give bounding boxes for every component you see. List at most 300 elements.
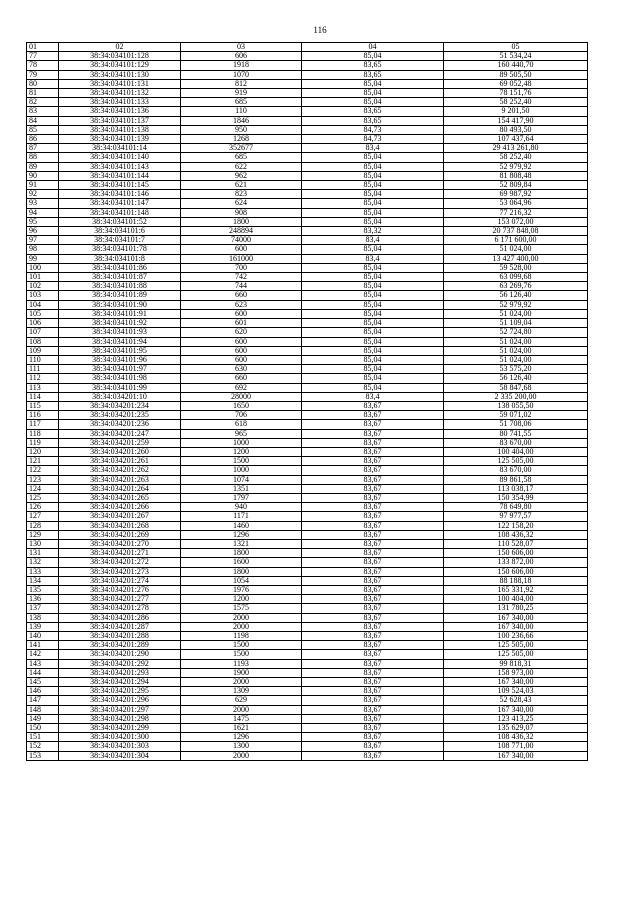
cadastral-number-cell: 38:34:034201:288 xyxy=(59,632,181,641)
cadastral-number-cell: 38:34:034201:289 xyxy=(59,641,181,650)
value-cell: 58 252,40 xyxy=(444,153,588,162)
area-cell: 744 xyxy=(181,282,302,291)
row-number-cell: 131 xyxy=(27,549,59,558)
rate-cell: 85,04 xyxy=(302,309,444,318)
cadastral-number-cell: 38:34:034201:276 xyxy=(59,585,181,594)
value-cell: 138 055,50 xyxy=(444,401,588,410)
table-row xyxy=(27,273,588,282)
cadastral-number-cell: 38:34:034101:131 xyxy=(59,79,181,88)
row-number-cell: 143 xyxy=(27,659,59,668)
rate-cell: 83,67 xyxy=(302,650,444,659)
table-row xyxy=(27,604,588,613)
area-cell: 600 xyxy=(181,309,302,318)
row-number-cell: 116 xyxy=(27,411,59,420)
cadastral-number-cell: 38:34:034101:86 xyxy=(59,263,181,272)
value-cell: 100 404,00 xyxy=(444,447,588,456)
value-cell: 51 708,06 xyxy=(444,420,588,429)
table-row xyxy=(27,742,588,751)
value-cell: 53 575,20 xyxy=(444,365,588,374)
row-number-cell: 90 xyxy=(27,171,59,180)
table-row xyxy=(27,622,588,631)
value-cell: 9 201,50 xyxy=(444,107,588,116)
area-cell: 685 xyxy=(181,98,302,107)
row-number-cell: 142 xyxy=(27,650,59,659)
value-cell: 135 629,07 xyxy=(444,724,588,733)
area-cell: 1296 xyxy=(181,733,302,742)
value-cell: 52 628,43 xyxy=(444,696,588,705)
table-row xyxy=(27,153,588,162)
rate-cell: 83,4 xyxy=(302,254,444,263)
table-row xyxy=(27,411,588,420)
table-row xyxy=(27,668,588,677)
rate-cell: 83,67 xyxy=(302,696,444,705)
area-cell: 692 xyxy=(181,383,302,392)
table-row xyxy=(27,549,588,558)
value-cell: 167 340,00 xyxy=(444,678,588,687)
cadastral-number-cell: 38:34:034201:296 xyxy=(59,696,181,705)
table-row xyxy=(27,595,588,604)
table-row xyxy=(27,714,588,723)
area-cell: 622 xyxy=(181,162,302,171)
cadastral-number-cell: 38:34:034201:278 xyxy=(59,604,181,613)
cadastral-number-cell: 38:34:034101:96 xyxy=(59,355,181,364)
rate-cell: 83,67 xyxy=(302,613,444,622)
area-cell: 600 xyxy=(181,346,302,355)
rate-cell: 85,04 xyxy=(302,328,444,337)
value-cell: 52 809,84 xyxy=(444,181,588,190)
value-cell: 51 024,00 xyxy=(444,309,588,318)
value-cell: 51 024,00 xyxy=(444,355,588,364)
area-cell: 600 xyxy=(181,355,302,364)
row-number-cell: 153 xyxy=(27,751,59,760)
row-number-cell: 127 xyxy=(27,512,59,521)
area-cell: 1797 xyxy=(181,493,302,502)
rate-cell: 83,67 xyxy=(302,457,444,466)
rate-cell: 83,67 xyxy=(302,585,444,594)
cadastral-number-cell: 38:34:034201:272 xyxy=(59,558,181,567)
row-number-cell: 122 xyxy=(27,466,59,475)
value-cell: 83 670,00 xyxy=(444,466,588,475)
table-row xyxy=(27,420,588,429)
table-row xyxy=(27,558,588,567)
rate-cell: 85,04 xyxy=(302,190,444,199)
cadastral-number-cell: 38:34:034201:271 xyxy=(59,549,181,558)
area-cell: 950 xyxy=(181,125,302,134)
row-number-cell: 149 xyxy=(27,714,59,723)
value-cell: 51 534,24 xyxy=(444,52,588,61)
value-cell: 81 808,48 xyxy=(444,171,588,180)
rate-cell: 83,67 xyxy=(302,530,444,539)
cadastral-number-cell: 38:34:034101:91 xyxy=(59,309,181,318)
value-cell: 131 780,25 xyxy=(444,604,588,613)
value-cell: 63 269,76 xyxy=(444,282,588,291)
rate-cell: 85,04 xyxy=(302,291,444,300)
table-row xyxy=(27,438,588,447)
rate-cell: 83,67 xyxy=(302,539,444,548)
area-cell: 965 xyxy=(181,429,302,438)
area-cell: 685 xyxy=(181,153,302,162)
table-row xyxy=(27,429,588,438)
cadastral-number-cell: 38:34:034201:303 xyxy=(59,742,181,751)
cadastral-number-cell: 38:34:034101:97 xyxy=(59,365,181,374)
row-number-cell: 95 xyxy=(27,217,59,226)
value-cell: 153 072,00 xyxy=(444,217,588,226)
rate-cell: 83,67 xyxy=(302,411,444,420)
table-row xyxy=(27,521,588,530)
value-cell: 125 505,00 xyxy=(444,641,588,650)
table-row xyxy=(27,263,588,272)
rate-cell: 83,67 xyxy=(302,714,444,723)
cadastral-number-cell: 38:34:034201:290 xyxy=(59,650,181,659)
row-number-cell: 123 xyxy=(27,475,59,484)
value-cell: 167 340,00 xyxy=(444,622,588,631)
cadastral-number-cell: 38:34:034201:234 xyxy=(59,401,181,410)
value-cell: 154 417,90 xyxy=(444,116,588,125)
row-number-cell: 124 xyxy=(27,484,59,493)
value-cell: 53 064,96 xyxy=(444,199,588,208)
cadastral-number-cell: 38:34:034101:94 xyxy=(59,337,181,346)
row-number-cell: 151 xyxy=(27,733,59,742)
rate-cell: 83,4 xyxy=(302,392,444,401)
value-cell: 123 413,25 xyxy=(444,714,588,723)
area-cell: 1900 xyxy=(181,668,302,677)
cadastral-number-cell: 38:34:034201:261 xyxy=(59,457,181,466)
value-cell: 29 413 261,80 xyxy=(444,144,588,153)
area-cell: 1000 xyxy=(181,438,302,447)
value-cell: 58 847,68 xyxy=(444,383,588,392)
value-cell: 63 099,68 xyxy=(444,273,588,282)
area-cell: 600 xyxy=(181,337,302,346)
rate-cell: 83,67 xyxy=(302,438,444,447)
rate-cell: 83,67 xyxy=(302,493,444,502)
value-cell: 133 872,00 xyxy=(444,558,588,567)
value-cell: 59 528,00 xyxy=(444,263,588,272)
rate-cell: 83,67 xyxy=(302,475,444,484)
cadastral-number-cell: 38:34:034101:90 xyxy=(59,300,181,309)
rate-cell: 83,65 xyxy=(302,107,444,116)
cadastral-number-cell: 38:34:034101:87 xyxy=(59,273,181,282)
area-cell: 1976 xyxy=(181,585,302,594)
area-cell: 2000 xyxy=(181,613,302,622)
rate-cell: 83,67 xyxy=(302,742,444,751)
cadastral-number-cell: 38:34:034101:138 xyxy=(59,125,181,134)
row-number-cell: 110 xyxy=(27,355,59,364)
row-number-cell: 82 xyxy=(27,98,59,107)
rate-cell: 85,04 xyxy=(302,199,444,208)
area-cell: 1600 xyxy=(181,558,302,567)
row-number-cell: 133 xyxy=(27,567,59,576)
area-cell: 1200 xyxy=(181,595,302,604)
cadastral-number-cell: 38:34:034201:10 xyxy=(59,392,181,401)
value-cell: 109 524,03 xyxy=(444,687,588,696)
rate-cell: 83,67 xyxy=(302,678,444,687)
cadastral-number-cell: 38:34:034101:147 xyxy=(59,199,181,208)
cadastral-number-cell: 38:34:034201:262 xyxy=(59,466,181,475)
row-number-cell: 107 xyxy=(27,328,59,337)
page-number: 116 xyxy=(313,25,327,35)
table-row xyxy=(27,365,588,374)
cadastral-number-cell: 38:34:034201:274 xyxy=(59,576,181,585)
rate-cell: 85,04 xyxy=(302,98,444,107)
area-cell: 1171 xyxy=(181,512,302,521)
cadastral-number-cell: 38:34:034101:144 xyxy=(59,171,181,180)
rate-cell: 83,67 xyxy=(302,521,444,530)
row-number-cell: 81 xyxy=(27,89,59,98)
rate-cell: 83,67 xyxy=(302,558,444,567)
rate-cell: 83,67 xyxy=(302,401,444,410)
area-cell: 700 xyxy=(181,263,302,272)
table-row xyxy=(27,678,588,687)
rate-cell: 85,04 xyxy=(302,153,444,162)
area-cell: 28000 xyxy=(181,392,302,401)
row-number-cell: 85 xyxy=(27,125,59,134)
row-number-cell: 112 xyxy=(27,374,59,383)
table-row xyxy=(27,613,588,622)
area-cell: 623 xyxy=(181,300,302,309)
value-cell: 97 977,57 xyxy=(444,512,588,521)
row-number-cell: 105 xyxy=(27,309,59,318)
cadastral-number-cell: 38:34:034201:263 xyxy=(59,475,181,484)
table-row xyxy=(27,89,588,98)
value-cell: 78 649,80 xyxy=(444,503,588,512)
cadastral-number-cell: 38:34:034101:52 xyxy=(59,217,181,226)
table-row xyxy=(27,751,588,760)
cadastral-number-cell: 38:34:034101:7 xyxy=(59,236,181,245)
value-cell: 59 071,02 xyxy=(444,411,588,420)
table-row xyxy=(27,659,588,668)
table-row xyxy=(27,217,588,226)
rate-cell: 85,04 xyxy=(302,171,444,180)
cadastral-number-cell: 38:34:034201:264 xyxy=(59,484,181,493)
cadastral-number-cell: 38:34:034201:277 xyxy=(59,595,181,604)
cadastral-number-cell: 38:34:034101:128 xyxy=(59,52,181,61)
area-cell: 630 xyxy=(181,365,302,374)
table-row xyxy=(27,457,588,466)
cadastral-number-cell: 38:34:034101:143 xyxy=(59,162,181,171)
table-row xyxy=(27,116,588,125)
cadastral-number-cell: 38:34:034201:287 xyxy=(59,622,181,631)
table-row xyxy=(27,107,588,116)
value-cell: 52 979,92 xyxy=(444,162,588,171)
row-number-cell: 104 xyxy=(27,300,59,309)
value-cell: 2 335 200,00 xyxy=(444,392,588,401)
header-cell-row-number: 01 xyxy=(27,43,59,52)
value-cell: 6 171 600,00 xyxy=(444,236,588,245)
area-cell: 1351 xyxy=(181,484,302,493)
area-cell: 1800 xyxy=(181,217,302,226)
rate-cell: 85,04 xyxy=(302,355,444,364)
rate-cell: 85,04 xyxy=(302,245,444,254)
area-cell: 962 xyxy=(181,171,302,180)
value-cell: 167 340,00 xyxy=(444,751,588,760)
row-number-cell: 97 xyxy=(27,236,59,245)
value-cell: 88 188,18 xyxy=(444,576,588,585)
table-row xyxy=(27,705,588,714)
cadastral-number-cell: 38:34:034101:6 xyxy=(59,227,181,236)
header-cell-rate: 04 xyxy=(302,43,444,52)
row-number-cell: 132 xyxy=(27,558,59,567)
area-cell: 1475 xyxy=(181,714,302,723)
table-row xyxy=(27,79,588,88)
table-row xyxy=(27,144,588,153)
row-number-cell: 100 xyxy=(27,263,59,272)
cadastral-number-cell: 38:34:034101:14 xyxy=(59,144,181,153)
row-number-cell: 121 xyxy=(27,457,59,466)
cadastral-number-cell: 38:34:034101:146 xyxy=(59,190,181,199)
rate-cell: 85,04 xyxy=(302,365,444,374)
row-number-cell: 146 xyxy=(27,687,59,696)
cadastral-number-cell: 38:34:034201:247 xyxy=(59,429,181,438)
rate-cell: 83,67 xyxy=(302,484,444,493)
row-number-cell: 130 xyxy=(27,539,59,548)
rate-cell: 83,67 xyxy=(302,447,444,456)
table-row xyxy=(27,328,588,337)
area-cell: 1198 xyxy=(181,632,302,641)
table-row xyxy=(27,383,588,392)
table-row xyxy=(27,466,588,475)
cadastral-number-cell: 38:34:034201:300 xyxy=(59,733,181,742)
area-cell: 2000 xyxy=(181,705,302,714)
area-cell: 1054 xyxy=(181,576,302,585)
area-cell: 742 xyxy=(181,273,302,282)
cadastral-value-table xyxy=(26,42,588,761)
area-cell: 620 xyxy=(181,328,302,337)
row-number-cell: 150 xyxy=(27,724,59,733)
row-number-cell: 125 xyxy=(27,493,59,502)
area-cell: 629 xyxy=(181,696,302,705)
cadastral-number-cell: 38:34:034201:268 xyxy=(59,521,181,530)
area-cell: 908 xyxy=(181,208,302,217)
cadastral-number-cell: 38:34:034201:269 xyxy=(59,530,181,539)
area-cell: 660 xyxy=(181,374,302,383)
value-cell: 52 724,80 xyxy=(444,328,588,337)
rate-cell: 85,04 xyxy=(302,263,444,272)
row-number-cell: 126 xyxy=(27,503,59,512)
rate-cell: 83,67 xyxy=(302,549,444,558)
area-cell: 2000 xyxy=(181,678,302,687)
rate-cell: 83,67 xyxy=(302,668,444,677)
area-cell: 600 xyxy=(181,245,302,254)
row-number-cell: 87 xyxy=(27,144,59,153)
table-row xyxy=(27,291,588,300)
value-cell: 13 427 400,00 xyxy=(444,254,588,263)
value-cell: 51 109,04 xyxy=(444,319,588,328)
row-number-cell: 101 xyxy=(27,273,59,282)
row-number-cell: 102 xyxy=(27,282,59,291)
table-row xyxy=(27,585,588,594)
cadastral-number-cell: 38:34:034101:8 xyxy=(59,254,181,263)
area-cell: 110 xyxy=(181,107,302,116)
value-cell: 58 252,40 xyxy=(444,98,588,107)
row-number-cell: 93 xyxy=(27,199,59,208)
area-cell: 1500 xyxy=(181,457,302,466)
area-cell: 1918 xyxy=(181,61,302,70)
area-cell: 1268 xyxy=(181,135,302,144)
row-number-cell: 128 xyxy=(27,521,59,530)
table-row xyxy=(27,61,588,70)
row-number-cell: 86 xyxy=(27,135,59,144)
area-cell: 1200 xyxy=(181,447,302,456)
value-cell: 51 024,00 xyxy=(444,337,588,346)
table-row xyxy=(27,190,588,199)
table-row xyxy=(27,208,588,217)
table-row xyxy=(27,392,588,401)
value-cell: 150 606,00 xyxy=(444,567,588,576)
area-cell: 1070 xyxy=(181,70,302,79)
area-cell: 1300 xyxy=(181,742,302,751)
area-cell: 1321 xyxy=(181,539,302,548)
value-cell: 160 440,70 xyxy=(444,61,588,70)
table-row xyxy=(27,171,588,180)
value-cell: 51 024,00 xyxy=(444,245,588,254)
cadastral-number-cell: 38:34:034201:267 xyxy=(59,512,181,521)
rate-cell: 83,65 xyxy=(302,61,444,70)
cadastral-number-cell: 38:34:034201:294 xyxy=(59,678,181,687)
area-cell: 919 xyxy=(181,89,302,98)
value-cell: 125 505,00 xyxy=(444,650,588,659)
row-number-cell: 88 xyxy=(27,153,59,162)
value-cell: 108 771,00 xyxy=(444,742,588,751)
cadastral-number-cell: 38:34:034101:133 xyxy=(59,98,181,107)
cadastral-number-cell: 38:34:034201:299 xyxy=(59,724,181,733)
value-cell: 77 216,32 xyxy=(444,208,588,217)
cadastral-number-cell: 38:34:034101:93 xyxy=(59,328,181,337)
cadastral-number-cell: 38:34:034101:98 xyxy=(59,374,181,383)
cadastral-number-cell: 38:34:034201:273 xyxy=(59,567,181,576)
rate-cell: 85,04 xyxy=(302,346,444,355)
rate-cell: 83,67 xyxy=(302,724,444,733)
row-number-cell: 79 xyxy=(27,70,59,79)
value-cell: 125 505,00 xyxy=(444,457,588,466)
area-cell: 1500 xyxy=(181,650,302,659)
area-cell: 823 xyxy=(181,190,302,199)
area-cell: 618 xyxy=(181,420,302,429)
row-number-cell: 136 xyxy=(27,595,59,604)
value-cell: 108 436,32 xyxy=(444,733,588,742)
table-row xyxy=(27,724,588,733)
value-cell: 100 236,66 xyxy=(444,632,588,641)
row-number-cell: 113 xyxy=(27,383,59,392)
rate-cell: 83,67 xyxy=(302,595,444,604)
value-cell: 167 340,00 xyxy=(444,705,588,714)
cadastral-number-cell: 38:34:034101:139 xyxy=(59,135,181,144)
area-cell: 706 xyxy=(181,411,302,420)
rate-cell: 83,67 xyxy=(302,429,444,438)
row-number-cell: 134 xyxy=(27,576,59,585)
cadastral-number-cell: 38:34:034201:236 xyxy=(59,420,181,429)
rate-cell: 83,65 xyxy=(302,116,444,125)
rate-cell: 85,04 xyxy=(302,300,444,309)
rate-cell: 83,65 xyxy=(302,70,444,79)
table-row xyxy=(27,181,588,190)
table-row xyxy=(27,70,588,79)
table-row xyxy=(27,337,588,346)
value-cell: 51 024,00 xyxy=(444,346,588,355)
row-number-cell: 137 xyxy=(27,604,59,613)
table-row xyxy=(27,125,588,134)
value-cell: 83 670,00 xyxy=(444,438,588,447)
cadastral-number-cell: 38:34:034201:292 xyxy=(59,659,181,668)
rate-cell: 83,67 xyxy=(302,567,444,576)
value-cell: 52 979,92 xyxy=(444,300,588,309)
rate-cell: 85,04 xyxy=(302,383,444,392)
cadastral-number-cell: 38:34:034101:137 xyxy=(59,116,181,125)
value-cell: 150 354,99 xyxy=(444,493,588,502)
table-row xyxy=(27,162,588,171)
rate-cell: 83,67 xyxy=(302,641,444,650)
rate-cell: 83,67 xyxy=(302,622,444,631)
rate-cell: 83,67 xyxy=(302,687,444,696)
